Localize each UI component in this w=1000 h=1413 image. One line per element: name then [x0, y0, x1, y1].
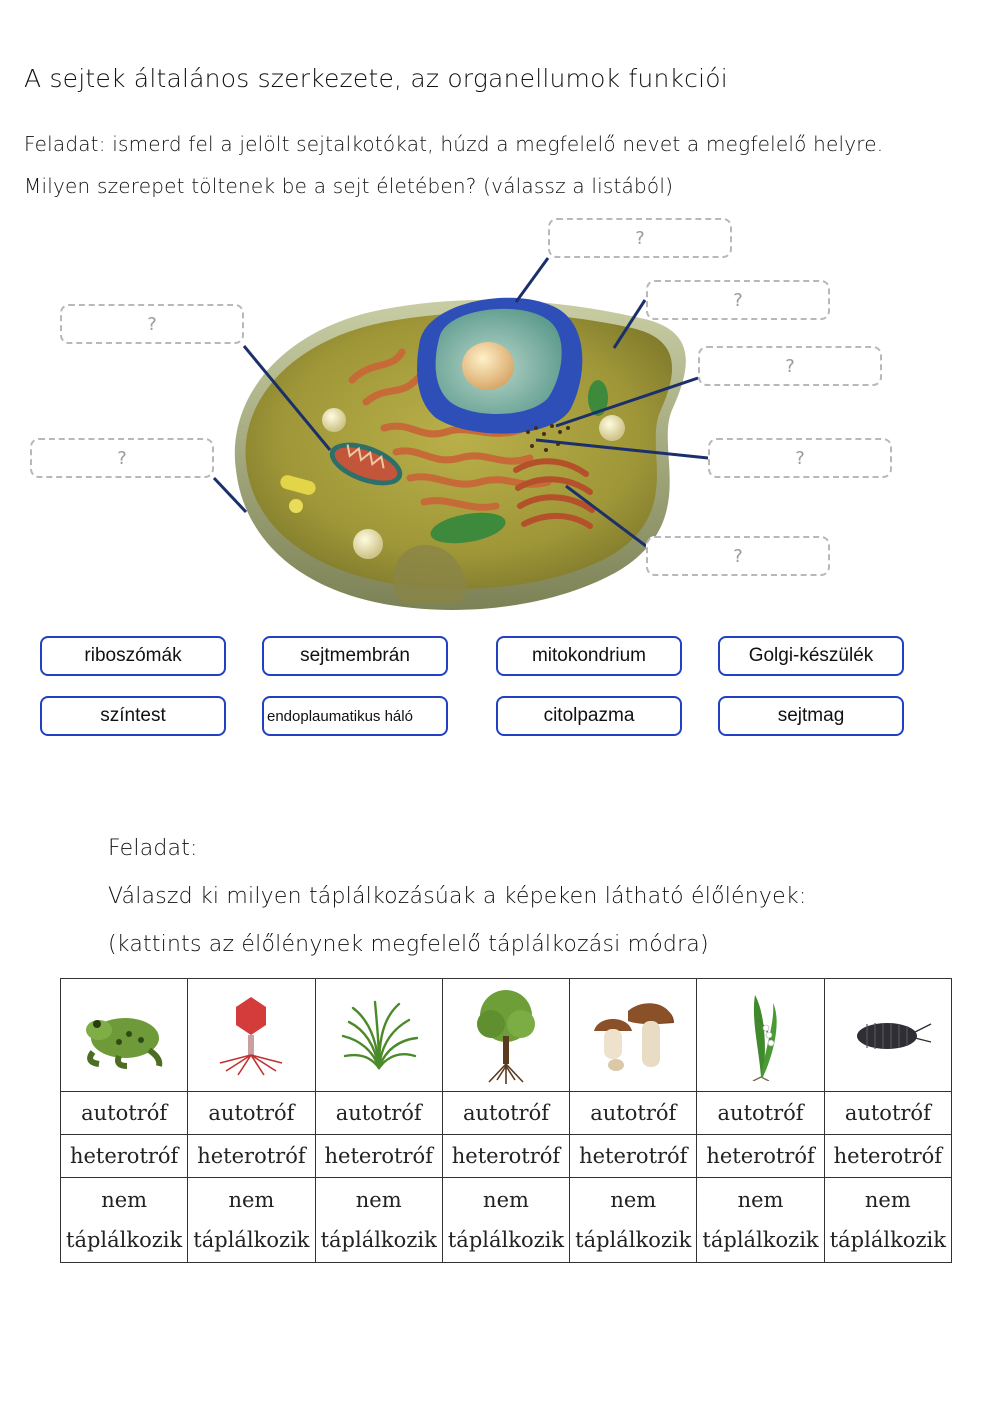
option-nem-label: nem — [864, 1188, 911, 1212]
option-taplalkozik-label: táplálkozik — [447, 1228, 565, 1252]
option-autotrof-frog[interactable]: autotróf — [61, 1092, 188, 1135]
instruction-text-1: Feladat: ismerd fel a jelölt sejtalkotókat, húzd a megfelelő nevet a megfelelő helyre. — [24, 132, 884, 156]
organism-cell-bacteriophage — [188, 979, 315, 1092]
dropzone-nucleus-label[interactable]: ? — [548, 218, 732, 258]
option-taplalkozik-label: táplálkozik — [575, 1228, 692, 1252]
dropzone-ribosome-label[interactable]: ? — [698, 346, 882, 386]
option-autotrof-lily[interactable]: autotróf — [697, 1092, 824, 1135]
option-autotrof-grass[interactable]: autotróf — [315, 1092, 442, 1135]
option-heterotrof-frog[interactable]: heterotróf — [61, 1135, 188, 1178]
nutrition-table — [60, 978, 952, 1263]
word-chip-sejtmag[interactable]: sejtmag — [718, 696, 904, 736]
frog-icon — [79, 1000, 169, 1070]
option-nem-label: nem — [228, 1188, 275, 1212]
option-heterotrof-tree[interactable]: heterotróf — [442, 1135, 569, 1178]
organism-cell-woodlouse — [824, 979, 951, 1092]
organism-cell-frog — [61, 979, 188, 1092]
option-heterotrof-mushroom[interactable]: heterotróf — [570, 1135, 697, 1178]
word-chip-riboszomak[interactable]: riboszómák — [40, 636, 226, 676]
autotrof-row — [61, 1092, 952, 1135]
option-autotrof-tree[interactable]: autotróf — [442, 1092, 569, 1135]
task2-question: Válaszd ki milyen táplálkozásúak a képeken látható élőlények: — [108, 884, 807, 909]
organism-cell-grass — [315, 979, 442, 1092]
word-chip-sejtmembran[interactable]: sejtmembrán — [262, 636, 448, 676]
word-chip-citoplazma[interactable]: citolpazma — [496, 696, 682, 736]
grass-icon — [339, 1000, 419, 1070]
instruction-text-2: Milyen szerepet töltenek be a sejt életében? (válassz a listából) — [24, 174, 674, 198]
heterotrof-row — [61, 1135, 952, 1178]
option-nem-taplalkozik-woodlouse[interactable] — [824, 1178, 951, 1263]
option-nem-taplalkozik-tree[interactable] — [442, 1178, 569, 1263]
organism-cell-tree — [442, 979, 569, 1092]
tree-icon — [471, 986, 541, 1084]
bacteriophage-icon — [216, 993, 286, 1077]
option-taplalkozik-label: táplálkozik — [193, 1228, 310, 1252]
option-autotrof-woodlouse[interactable]: autotróf — [824, 1092, 951, 1135]
organism-cell-lily — [697, 979, 824, 1092]
word-chip-mitokondrium[interactable]: mitokondrium — [496, 636, 682, 676]
option-taplalkozik-label: táplálkozik — [829, 1228, 946, 1252]
nucleolus — [462, 342, 514, 390]
word-chip-endoplazmatikus-halo[interactable]: endoplaumatikus háló — [262, 696, 448, 736]
option-autotrof-mushroom[interactable]: autotróf — [570, 1092, 697, 1135]
option-nem-taplalkozik-frog[interactable] — [61, 1178, 188, 1263]
organism-cell-mushroom — [570, 979, 697, 1092]
option-nem-label: nem — [610, 1188, 657, 1212]
option-heterotrof-bacteriophage[interactable]: heterotróf — [188, 1135, 315, 1178]
option-taplalkozik-label: táplálkozik — [702, 1228, 819, 1252]
word-chip-szintest[interactable]: színtest — [40, 696, 226, 736]
dropzone-er-label[interactable]: ? — [708, 438, 892, 478]
option-heterotrof-lily[interactable]: heterotróf — [697, 1135, 824, 1178]
dropzone-mitochondrion-label[interactable]: ? — [60, 304, 244, 344]
option-nem-taplalkozik-mushroom[interactable] — [570, 1178, 697, 1263]
option-taplalkozik-label: táplálkozik — [66, 1228, 183, 1252]
option-nem-label: nem — [101, 1188, 148, 1212]
option-heterotrof-grass[interactable]: heterotróf — [315, 1135, 442, 1178]
dropzone-golgi-label[interactable]: ? — [646, 536, 830, 576]
vesicle — [599, 415, 625, 441]
option-nem-label: nem — [355, 1188, 402, 1212]
option-nem-taplalkozik-grass[interactable] — [315, 1178, 442, 1263]
option-heterotrof-woodlouse[interactable]: heterotróf — [824, 1135, 951, 1178]
dropzone-membrane-label[interactable]: ? — [30, 438, 214, 478]
organism-image-row — [61, 979, 952, 1092]
option-nem-label: nem — [737, 1188, 784, 1212]
option-taplalkozik-label: táplálkozik — [320, 1228, 437, 1252]
option-nem-taplalkozik-bacteriophage[interactable] — [188, 1178, 315, 1263]
nem-taplalkozik-row — [61, 1178, 952, 1263]
vesicle — [289, 499, 303, 513]
nucleus — [417, 298, 582, 434]
option-nem-taplalkozik-lily[interactable] — [697, 1178, 824, 1263]
option-nem-label: nem — [483, 1188, 529, 1212]
animal-cell-illustration — [0, 210, 1000, 620]
option-autotrof-bacteriophage[interactable]: autotróf — [188, 1092, 315, 1135]
task2-label: Feladat: — [108, 836, 198, 861]
dropzone-cytoplasm-label[interactable]: ? — [646, 280, 830, 320]
vesicle — [353, 529, 383, 559]
lily-of-the-valley-icon — [731, 989, 791, 1081]
word-chip-golgi[interactable]: Golgi-készülék — [718, 636, 904, 676]
mushroom-icon — [588, 995, 678, 1075]
task2-hint: (kattints az élőlénynek megfelelő táplálkozási módra) — [108, 932, 709, 957]
vesicle — [322, 408, 346, 432]
page-title: A sejtek általános szerkezete, az organellumok funkciói — [24, 64, 728, 93]
woodlouse-icon — [843, 1010, 933, 1060]
